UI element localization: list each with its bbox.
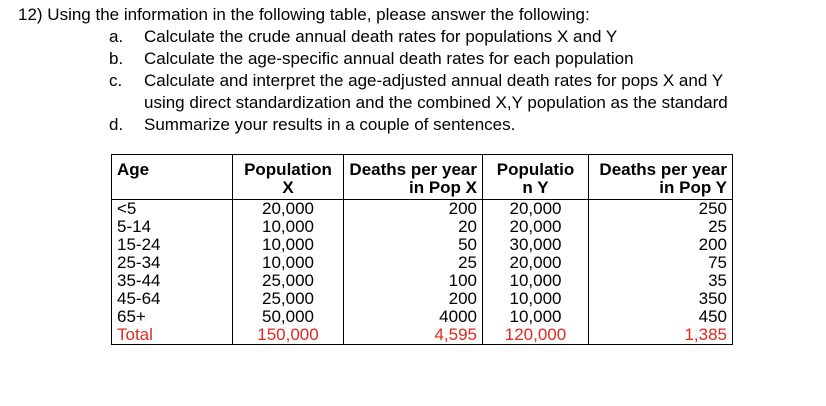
table-row	[112, 218, 733, 236]
cell-pop-y: 20,000	[483, 200, 589, 219]
cell-pop-y: 10,000	[483, 272, 589, 290]
item-text: Calculate the crude annual death rates for populations X and Y	[144, 27, 618, 46]
cell-pop-x: 25,000	[233, 272, 344, 290]
cell-pop-x: 20,000	[233, 200, 344, 219]
table-row	[112, 254, 733, 272]
question-item-c	[18, 70, 728, 92]
table-row	[112, 236, 733, 254]
cell-deaths-y: 250	[589, 200, 733, 219]
total-row	[112, 326, 733, 345]
cell-deaths-x: 200	[344, 290, 483, 308]
cell-deaths-x: 100	[344, 272, 483, 290]
cell-pop-y: 30,000	[483, 236, 589, 254]
header-line: Population	[244, 160, 332, 179]
table-row	[112, 200, 733, 219]
header-line: X	[282, 178, 294, 197]
item-letter: d.	[109, 115, 124, 134]
cell-age: <5	[112, 200, 233, 219]
header-pop-x	[233, 155, 344, 200]
table-row	[112, 290, 733, 308]
question-item-d	[18, 114, 728, 136]
header-age: Age	[112, 155, 233, 200]
header-line: Deaths per year	[349, 160, 477, 179]
question-title: 12) Using the information in the following table, please answer the following:	[18, 5, 590, 24]
cell-deaths-x: 20	[344, 218, 483, 236]
item-letter: a.	[109, 27, 124, 46]
cell-age: 35-44	[112, 272, 233, 290]
cell-deaths-x: 4000	[344, 308, 483, 326]
question-block	[18, 4, 728, 136]
cell-deaths-y: 25	[589, 218, 733, 236]
question-list	[18, 26, 728, 136]
cell-deaths-x: 200	[344, 200, 483, 219]
header-deaths-y	[589, 155, 733, 200]
header-pop-y	[483, 155, 589, 200]
cell-age: 25-34	[112, 254, 233, 272]
item-letter: b.	[109, 49, 124, 68]
cell-age: 5-14	[112, 218, 233, 236]
item-text: Summarize your results in a couple of sentences.	[144, 115, 516, 134]
header-line: n Y	[522, 178, 549, 197]
question-item-b	[18, 48, 728, 70]
cell-deaths-x: 4,595	[344, 326, 483, 345]
cell-age: 65+	[112, 308, 233, 326]
item-letter: c.	[109, 71, 123, 90]
header-line: in Pop X	[409, 178, 477, 197]
item-continuation: using direct standardization and the combined X,Y population as the standard	[144, 93, 728, 112]
table-row	[112, 308, 733, 326]
cell-age: 15-24	[112, 236, 233, 254]
item-text: Calculate the age-specific annual death rates for each population	[144, 49, 634, 68]
cell-pop-y: 20,000	[483, 254, 589, 272]
header-line: Deaths per year	[599, 160, 727, 179]
cell-pop-x: 10,000	[233, 236, 344, 254]
cell-deaths-y: 200	[589, 236, 733, 254]
cell-deaths-y: 450	[589, 308, 733, 326]
table-row	[112, 272, 733, 290]
cell-deaths-x: 25	[344, 254, 483, 272]
cell-pop-x: 25,000	[233, 290, 344, 308]
cell-pop-x: 50,000	[233, 308, 344, 326]
cell-pop-y: 20,000	[483, 218, 589, 236]
cell-pop-x: 10,000	[233, 254, 344, 272]
cell-deaths-y: 350	[589, 290, 733, 308]
cell-pop-y: 10,000	[483, 308, 589, 326]
question-item-a	[18, 26, 728, 48]
item-text: Calculate and interpret the age-adjusted annual death rates for pops X and Y	[144, 71, 724, 90]
cell-age: Total	[112, 326, 233, 345]
cell-deaths-y: 1,385	[589, 326, 733, 345]
cell-deaths-y: 35	[589, 272, 733, 290]
cell-deaths-y: 75	[589, 254, 733, 272]
cell-pop-y: 120,000	[483, 326, 589, 345]
table-header-row	[112, 155, 733, 200]
cell-deaths-x: 50	[344, 236, 483, 254]
header-line: in Pop Y	[659, 178, 727, 197]
cell-pop-y: 10,000	[483, 290, 589, 308]
header-deaths-x	[344, 155, 483, 200]
cell-pop-x: 10,000	[233, 218, 344, 236]
header-line: Populatio	[496, 160, 575, 179]
cell-age: 45-64	[112, 290, 233, 308]
data-table	[111, 154, 733, 345]
cell-pop-x: 150,000	[233, 326, 344, 345]
